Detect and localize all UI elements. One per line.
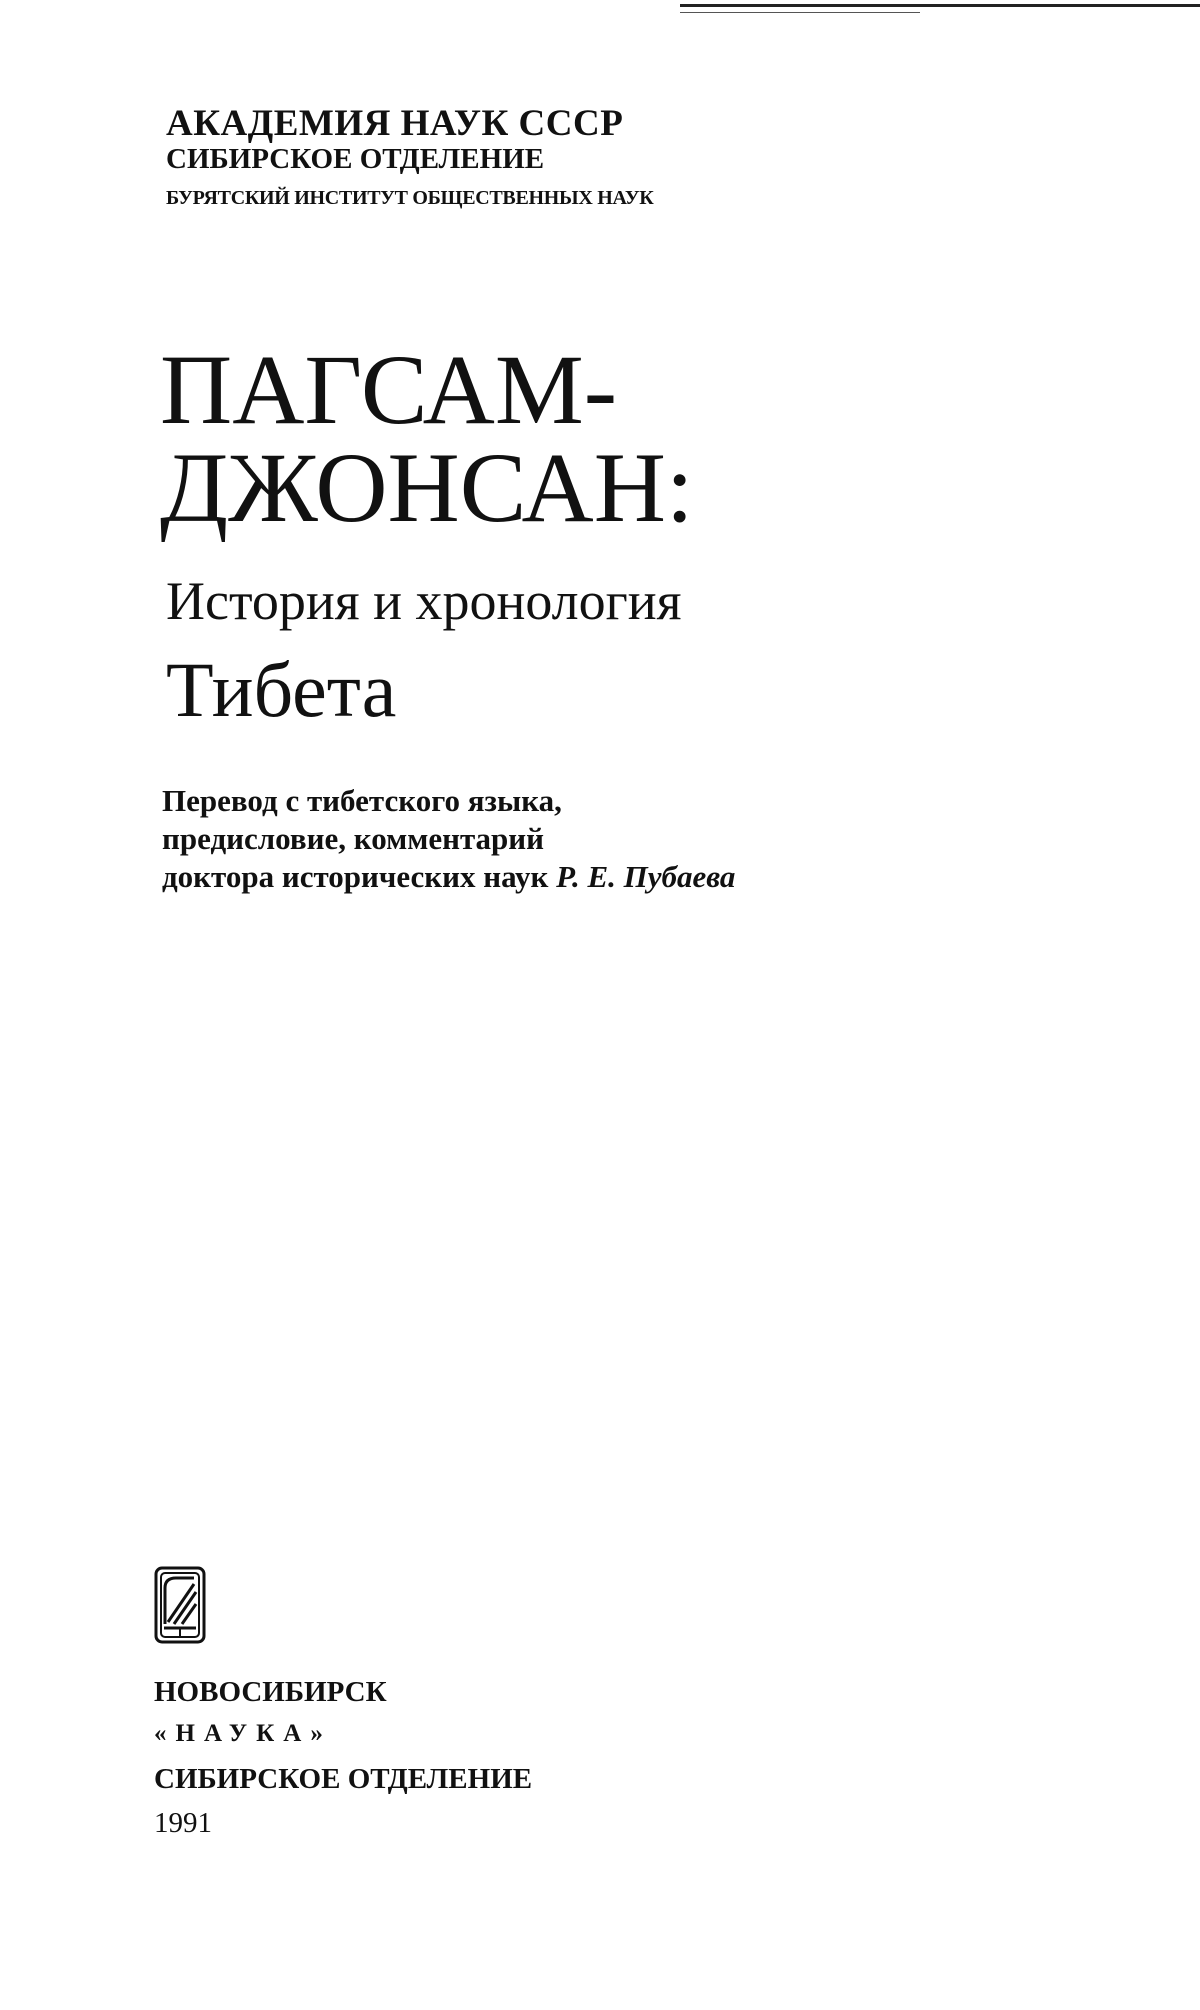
translation-line-3 [162, 858, 735, 896]
translator-name: Р. Е. Пубаева [556, 859, 736, 894]
translation-credits [162, 782, 735, 896]
translation-line-1: Перевод с тибетского языка, [162, 783, 562, 818]
institute-name: БУРЯТСКИЙ ИНСТИТУТ ОБЩЕСТВЕННЫХ НАУК [166, 187, 654, 209]
book-subtitle-line-1: История и хронология [166, 571, 682, 631]
imprint-publisher: «НАУКА» [154, 1720, 332, 1747]
academy-name: АКАДЕМИЯ НАУК СССР [166, 103, 624, 144]
nauka-publisher-logo-icon [154, 1566, 206, 1644]
imprint-branch: СИБИРСКОЕ ОТДЕЛЕНИЕ [154, 1763, 533, 1795]
top-border-rule-thin [680, 12, 920, 13]
book-title-line-1: ПАГСАМ- [160, 334, 618, 445]
translation-line-2: предисловие, комментарий [162, 821, 545, 856]
book-title-line-2: ДЖОНСАН: [160, 432, 694, 543]
academy-branch: СИБИРСКОЕ ОТДЕЛЕНИЕ [166, 143, 545, 175]
top-border-rule [680, 4, 1200, 7]
imprint-year: 1991 [154, 1807, 212, 1839]
book-subtitle-line-2: Тибета [166, 646, 397, 733]
imprint-city: НОВОСИБИРСК [154, 1676, 387, 1708]
translation-line-3-prefix: доктора исторических наук [162, 859, 549, 894]
